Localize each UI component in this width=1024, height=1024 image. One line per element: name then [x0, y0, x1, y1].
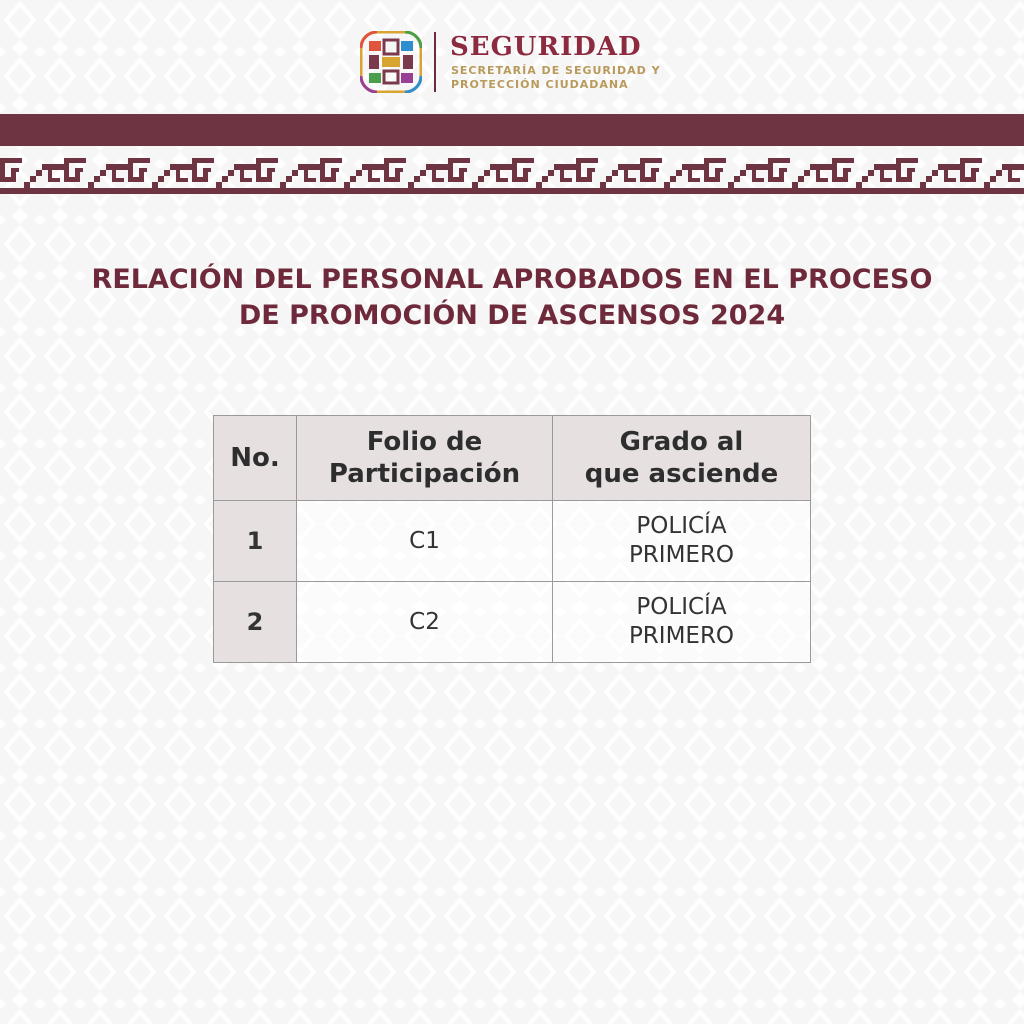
header-band: [0, 114, 1024, 146]
folio-cell: [297, 501, 553, 582]
header-folio: [297, 416, 553, 501]
grado-line1: POLICÍA: [636, 513, 727, 539]
grado-cell: [553, 501, 811, 582]
grado-line2: PRIMERO: [628, 542, 735, 568]
logo-divider: [434, 32, 436, 92]
table-header-row: [214, 416, 811, 501]
header-no: [214, 416, 297, 501]
grado-cell: [553, 582, 811, 663]
table-row: [214, 582, 811, 663]
header-no-label: No.: [230, 443, 280, 473]
table-row: [214, 501, 811, 582]
document-title-line1: RELACIÓN DEL PERSONAL APROBADOS EN EL PROCESO: [91, 264, 933, 295]
page-header: [0, 0, 1024, 112]
agency-subtitle-line1: SECRETARÍA DE SEGURIDAD Y: [451, 64, 661, 77]
greca-border: [0, 152, 1024, 204]
grado-line2: PRIMERO: [628, 623, 735, 649]
folio-value: C1: [409, 527, 440, 554]
row-number-cell: [214, 501, 297, 582]
document-title-line2: DE PROMOCIÓN DE ASCENSOS 2024: [238, 300, 786, 331]
header-grado-line1: Grado al: [619, 427, 744, 457]
folio-cell: [297, 582, 553, 663]
header-grado: [553, 416, 811, 501]
ssp-emblem-icon: [360, 31, 422, 93]
folio-value: C2: [409, 608, 440, 635]
row-number: 1: [246, 526, 264, 555]
agency-subtitle-line2: PROTECCIÓN CIUDADANA: [451, 78, 629, 91]
header-grado-line2: que asciende: [584, 459, 779, 489]
header-folio-line1: Folio de: [366, 427, 483, 457]
document-title: [0, 262, 1024, 334]
row-number-cell: [214, 582, 297, 663]
results-table: [213, 415, 811, 663]
row-number: 2: [246, 607, 264, 636]
header-folio-line2: Participación: [328, 459, 521, 489]
grado-line1: POLICÍA: [636, 594, 727, 620]
agency-name: SEGURIDAD: [450, 32, 642, 62]
